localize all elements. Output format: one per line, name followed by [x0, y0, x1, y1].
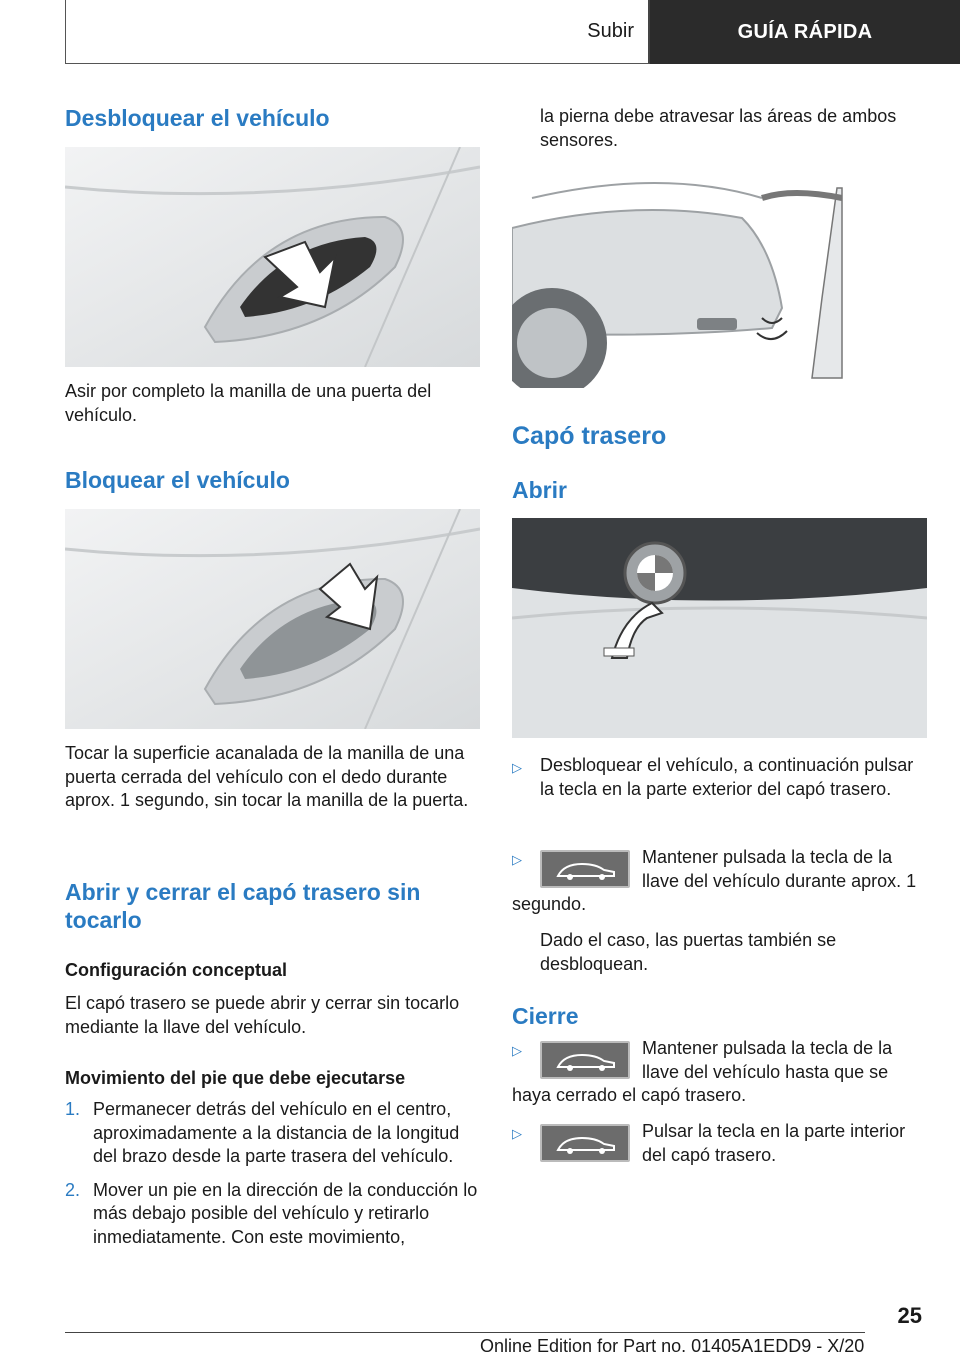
rear-bumper-sensor-image	[512, 168, 862, 388]
trunk-emblem-image	[512, 518, 927, 738]
item-text: Desbloquear el vehículo, a continuación pulsar la tecla en la parte exterior del capó trasero.	[540, 755, 914, 799]
door-handle-lock-image	[65, 509, 480, 729]
subir-tab[interactable]: Subir	[65, 0, 650, 64]
triangle-bullet-icon: ▷	[512, 1126, 522, 1141]
heading-movimiento: Movimiento del pie que debe ejecutarse	[65, 1068, 406, 1088]
tailgate-key-icon	[540, 850, 630, 888]
paragraph-continuacion: la pierna debe atravesar las áreas de ambos sensores.	[540, 106, 897, 150]
heading-cierre: Cierre	[512, 1003, 579, 1029]
heading-abrir: Abrir	[512, 477, 567, 503]
heading-bloquear: Bloquear el vehículo	[65, 467, 290, 493]
heading-desbloquear: Desbloquear el vehículo	[65, 105, 330, 131]
abrir-item-2	[512, 846, 930, 917]
item-text: Mantener pulsada la tecla de la llave del vehículo hasta que se haya cerrado el capó trasero.	[512, 1038, 893, 1105]
paragraph-tocar: Tocar la superficie acanalada de la manilla de una puerta cerrada del vehículo con el dedo durante aprox. 1 segundo, sin tocar la manilla de la puerta.	[65, 743, 469, 810]
guia-rapida-tab[interactable]: GUÍA RÁPIDA	[650, 0, 960, 64]
triangle-bullet-icon: ▷	[512, 760, 522, 775]
list-item	[65, 1179, 483, 1250]
triangle-bullet-icon: ▷	[512, 852, 522, 867]
heading-abrir-cerrar: Abrir y cerrar el capó trasero sin tocarlo	[65, 879, 421, 933]
edition-text: Online Edition for Part no. 01405A1EDD9 - X/20	[480, 1336, 865, 1356]
paragraph-configuracion: El capó trasero se puede abrir y cerrar sin tocarlo mediante la llave del vehículo.	[65, 993, 460, 1037]
door-handle-unlock-image	[65, 147, 480, 367]
cierre-item-2	[512, 1120, 930, 1167]
paragraph-asir: Asir por completo la manilla de una puerta del vehículo.	[65, 381, 432, 425]
footer-divider	[65, 1332, 865, 1333]
item-text: Pulsar la tecla en la parte interior del capó trasero.	[642, 1121, 906, 1165]
item-text: Mantener pulsada la tecla de la llave del vehículo durante aprox. 1 segundo.	[512, 847, 917, 914]
tailgate-inner-button-icon	[540, 1124, 630, 1162]
step-number: 2.	[65, 1179, 81, 1200]
page-number: 25	[897, 1303, 922, 1328]
step-text: Permanecer detrás del vehículo en el centro, aproximadamente a la distancia de la longitud del brazo desde la parte trasera del vehículo.	[93, 1099, 460, 1166]
triangle-bullet-icon: ▷	[512, 1043, 522, 1058]
steps-list	[65, 1098, 483, 1259]
cierre-item-1	[512, 1037, 930, 1108]
list-item	[65, 1098, 483, 1169]
heading-capo-trasero: Capó trasero	[512, 422, 667, 450]
paragraph-dado-el-caso: Dado el caso, las puertas también se desbloquean.	[540, 930, 837, 974]
tailgate-key-icon	[540, 1041, 630, 1079]
step-text: Mover un pie en la dirección de la conducción lo más debajo posible del vehículo y retirarlo inmediatamente. Con este movimiento,	[93, 1179, 478, 1247]
heading-configuracion: Configuración conceptual	[65, 960, 288, 980]
abrir-item-1	[512, 754, 930, 801]
header-tabs	[65, 0, 960, 64]
step-number: 1.	[65, 1099, 81, 1119]
